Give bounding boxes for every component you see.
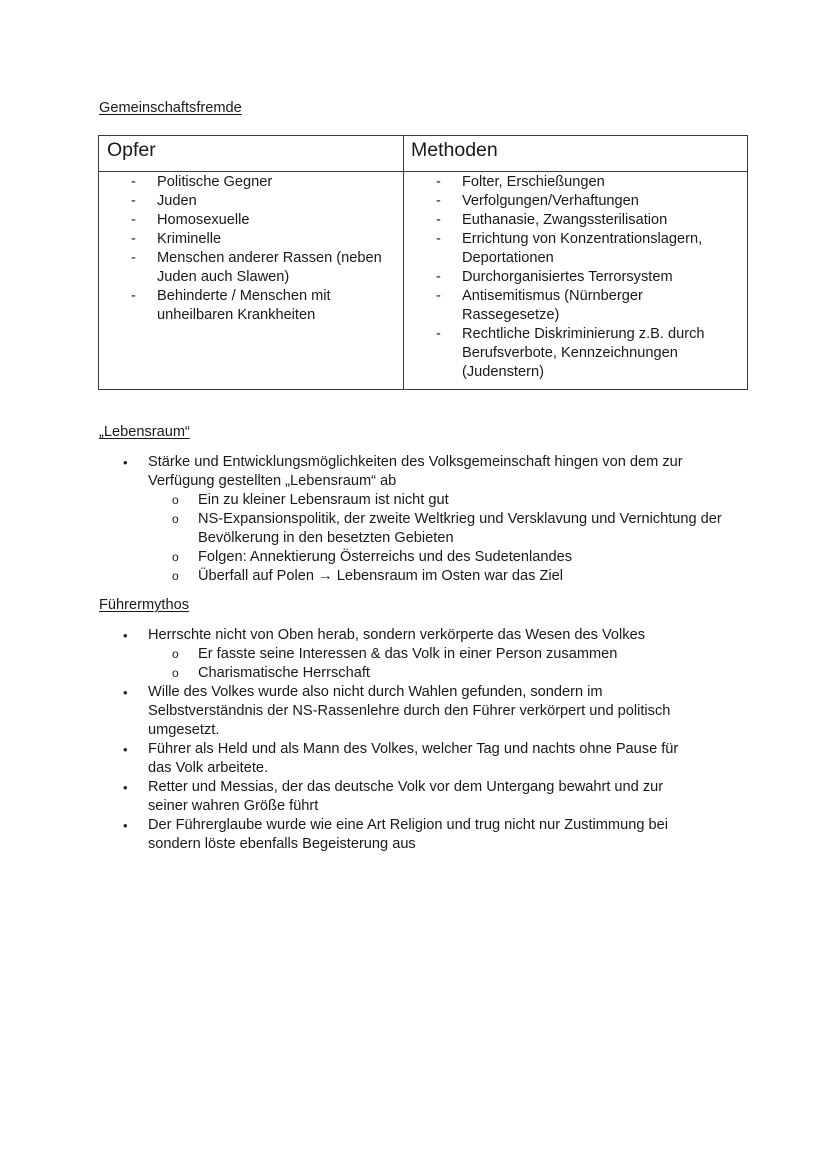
list-item	[99, 230, 399, 249]
sub-list-item	[148, 548, 739, 567]
list-item-text: Antisemitismus (Nürnberger Rassegesetze)	[462, 288, 643, 323]
dash-icon: -	[436, 231, 441, 247]
list-item-text: Rechtliche Diskriminierung z.B. durch Berufsverbote, Kennzeichnungen (Judenstern)	[462, 326, 705, 380]
list-item	[99, 626, 739, 683]
list-item	[99, 173, 399, 192]
bullet-icon: •	[123, 780, 128, 795]
list-item-text: Wille des Volkes wurde also nicht durch Wahlen gefunden, sondern im Selbstverständnis der NS-Rassenlehre durch den Führer verkörpert und politisch umgesetzt.	[148, 684, 671, 738]
dash-icon: -	[131, 250, 136, 266]
dash-icon: -	[436, 269, 441, 285]
list-item	[404, 287, 744, 325]
dash-icon: -	[131, 288, 136, 304]
dash-icon: -	[436, 212, 441, 228]
list-item	[99, 211, 399, 230]
circle-bullet-icon: o	[172, 512, 179, 526]
list-item	[99, 192, 399, 211]
bullet-icon: •	[123, 742, 128, 757]
circle-bullet-icon: o	[172, 647, 179, 661]
bullet-icon: •	[123, 685, 128, 700]
lebensraum-list	[99, 453, 739, 586]
list-item-text: Der Führerglaube wurde wie eine Art Religion und trug nicht nur Zustimmung bei sondern löste ebenfalls Begeisterung aus	[148, 817, 668, 852]
list-item-text: Kriminelle	[157, 231, 222, 247]
dash-icon: -	[436, 193, 441, 209]
list-item-text: Verfolgungen/Verhaftungen	[462, 193, 639, 209]
dash-icon: -	[436, 174, 441, 190]
bullet-icon: •	[123, 818, 128, 833]
list-item-text: Homosexuelle	[157, 212, 250, 228]
opfer-list	[99, 173, 399, 325]
sub-list-item-text: Charismatische Herrschaft	[198, 665, 370, 681]
list-item-text: Folter, Erschießungen	[462, 174, 605, 190]
list-item	[99, 778, 739, 816]
fuehrermythos-list	[99, 626, 739, 854]
list-item	[404, 173, 744, 192]
lebensraum-sublist	[148, 491, 739, 586]
list-item	[99, 249, 399, 287]
list-item-text: Führer als Held und als Mann des Volkes, welcher Tag und nachts ohne Pause für das Volk arbeitete.	[148, 741, 679, 776]
list-item-text: Euthanasie, Zwangssterilisation	[462, 212, 668, 228]
list-item-text: Menschen anderer Rassen (neben Juden auch Slawen)	[157, 250, 382, 285]
list-item-text: Politische Gegner	[157, 174, 273, 190]
sub-list-item	[148, 510, 739, 548]
list-item	[99, 453, 739, 586]
list-item-text: Stärke und Entwicklungsmöglichkeiten des Volksgemeinschaft hingen von dem zur Verfügung gestellten „Lebensraum“ ab	[148, 454, 683, 489]
dash-icon: -	[131, 193, 136, 209]
list-item	[99, 740, 739, 778]
table-header-methoden: Methoden	[411, 139, 498, 161]
list-item	[404, 325, 744, 382]
circle-bullet-icon: o	[172, 569, 179, 583]
sub-list-item-text: Er fasste seine Interessen & das Volk in einer Person zusammen	[198, 646, 618, 662]
list-item	[99, 287, 399, 325]
victims-methods-table	[98, 135, 748, 390]
list-item-text: Behinderte / Menschen mit unheilbaren Krankheiten	[157, 288, 331, 323]
dash-icon: -	[131, 231, 136, 247]
list-item-text: Herrschte nicht von Oben herab, sondern verkörperte das Wesen des Volkes	[148, 627, 645, 643]
dash-icon: -	[436, 326, 441, 342]
circle-bullet-icon: o	[172, 493, 179, 507]
circle-bullet-icon: o	[172, 550, 179, 564]
heading-lebensraum: „Lebensraum“	[99, 424, 190, 440]
list-item	[99, 816, 739, 854]
list-item	[404, 230, 744, 268]
list-item-text: Retter und Messias, der das deutsche Volk vor dem Untergang bewahrt und zur seiner wahren Größe führt	[148, 779, 664, 814]
circle-bullet-icon: o	[172, 666, 179, 680]
methoden-list	[404, 173, 744, 382]
list-item-text: Juden	[157, 193, 197, 209]
table-header-opfer: Opfer	[107, 139, 156, 161]
list-item	[404, 268, 744, 287]
bullet-icon: •	[123, 628, 128, 643]
heading-gemeinschaftsfremde: Gemeinschaftsfremde	[99, 100, 242, 116]
list-item	[404, 211, 744, 230]
bullet-icon: •	[123, 455, 128, 470]
sub-list-item	[148, 664, 739, 683]
list-item-text: Errichtung von Konzentrationslagern, Deportationen	[462, 231, 703, 266]
sub-list-item-text: Ein zu kleiner Lebensraum ist nicht gut	[198, 492, 449, 508]
sub-list-item	[148, 567, 739, 586]
sub-list-item	[148, 491, 739, 510]
list-item-text: Durchorganisiertes Terrorsystem	[462, 269, 673, 285]
table-header-divider	[99, 171, 747, 172]
heading-fuehrermythos: Führermythos	[99, 597, 190, 613]
list-item	[404, 192, 744, 211]
sub-list-item-text: Folgen: Annektierung Österreichs und des Sudetenlandes	[198, 549, 573, 565]
dash-icon: -	[131, 174, 136, 190]
sub-list-item-text: NS-Expansionspolitik, der zweite Weltkrieg und Versklavung und Vernichtung der Bevölkerung in den besetzten Gebieten	[198, 511, 722, 546]
fuehrermythos-sublist	[148, 645, 739, 683]
sub-list-item-text: Überfall auf Polen → Lebensraum im Osten war das Ziel	[198, 568, 564, 584]
dash-icon: -	[436, 288, 441, 304]
list-item	[99, 683, 739, 740]
sub-list-item	[148, 645, 739, 664]
dash-icon: -	[131, 212, 136, 228]
